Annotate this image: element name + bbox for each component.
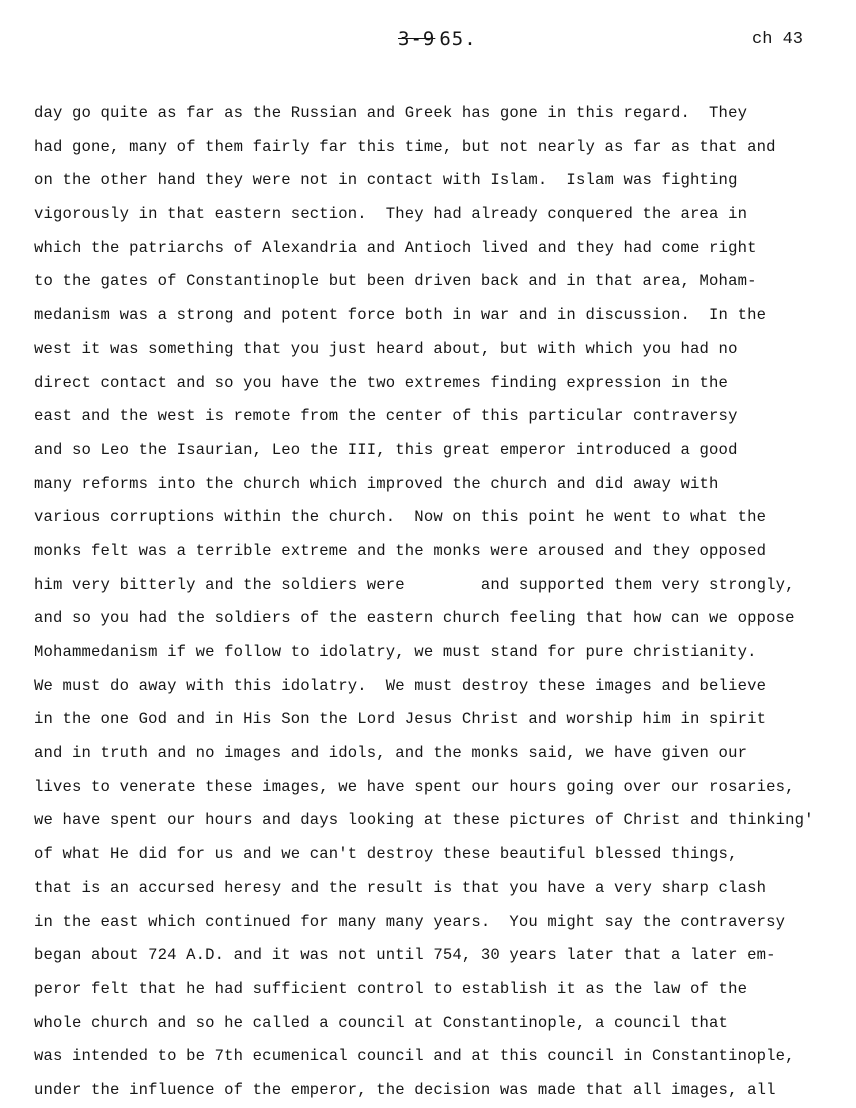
text-line: which the patriarchs of Alexandria and Antioch lived and they had come right	[34, 238, 757, 257]
text-line: under the influence of the emperor, the decision was made that all images, all	[34, 1080, 776, 1099]
struck-page-number: 3-9	[398, 28, 436, 50]
text-line: in the one God and in His Son the Lord Jesus Christ and worship him in spirit	[34, 710, 767, 729]
text-line: Mohammedanism if we follow to idolatry, we must stand for pure christianity.	[34, 643, 757, 661]
text-line: vigorously in that eastern section. They had already conquered the area in	[34, 205, 748, 224]
page-number	[398, 28, 477, 50]
text-line: of what He did for us and we can't destroy these beautiful blessed things,	[34, 845, 738, 864]
document-body	[34, 97, 856, 1108]
text-line: We must do away with this idolatry. We must destroy these images and believe	[34, 676, 767, 695]
text-line: and so Leo the Isaurian, Leo the III, this great emperor introduced a good	[34, 440, 738, 459]
text-line: east and the west is remote from the center of this particular contraversy	[34, 407, 738, 426]
text-line: began about 724 A.D. and it was not until 754, 30 years later that a later em-	[34, 946, 776, 965]
text-line: and so you had the soldiers of the eastern church feeling that how can we oppose	[34, 609, 795, 628]
text-line: lives to venerate these images, we have spent our hours going over our rosaries,	[34, 777, 795, 796]
text-line: many reforms into the church which improved the church and did away with	[34, 474, 719, 493]
text-line: had gone, many of them fairly far this time, but not nearly as far as that and	[34, 137, 776, 156]
text-line: was intended to be 7th ecumenical council and at this council in Constantinople,	[34, 1047, 795, 1066]
text-line: monks felt was a terrible extreme and the monks were aroused and they opposed	[34, 541, 767, 560]
handwritten-page-number: 65.	[439, 28, 477, 50]
text-line: him very bitterly and the soldiers were and supported them very strongly,	[34, 575, 795, 594]
text-line: various corruptions within the church. Now on this point he went to what the	[34, 508, 767, 527]
text-line: west it was something that you just heard about, but with which you had no	[34, 339, 738, 358]
text-line: whole church and so he called a council at Constantinople, a council that	[34, 1013, 729, 1032]
text-line: in the east which continued for many many years. You might say the contraversy	[34, 912, 786, 931]
text-line: on the other hand they were not in contact with Islam. Islam was fighting	[34, 171, 738, 190]
text-line: to the gates of Constantinople but been driven back and in that area, Moham-	[34, 272, 757, 291]
text-line: peror felt that he had sufficient control to establish it as the law of the	[34, 979, 748, 998]
text-line: and in truth and no images and idols, and the monks said, we have given our	[34, 744, 748, 763]
text-line: direct contact and so you have the two extremes finding expression in the	[34, 373, 729, 392]
text-line: that is an accursed heresy and the result is that you have a very sharp clash	[34, 878, 767, 897]
page-header	[0, 28, 856, 58]
text-line: we have spent our hours and days looking at these pictures of Christ and thinking'	[34, 811, 814, 830]
chapter-label: ch 43	[752, 30, 804, 49]
text-line: medanism was a strong and potent force both in war and in discussion. In the	[34, 306, 767, 325]
text-line: day go quite as far as the Russian and Greek has gone in this regard. They	[34, 104, 748, 122]
